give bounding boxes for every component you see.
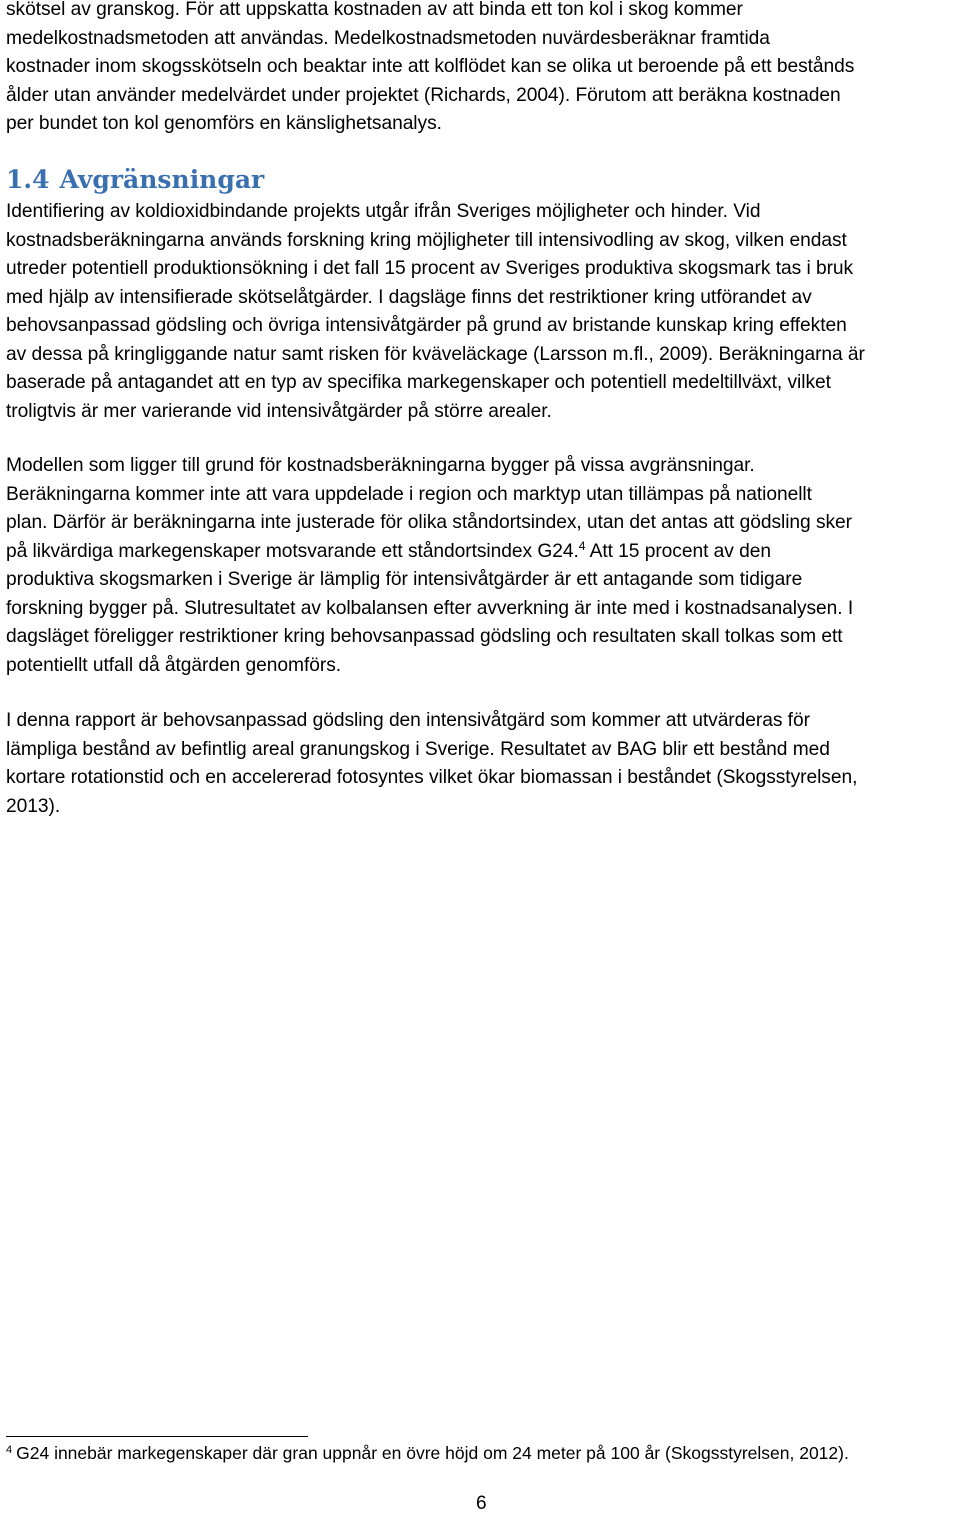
footnote-marker: 4: [6, 1444, 13, 1456]
footnote: [6, 1440, 849, 1466]
paragraph-scope: [6, 198, 958, 426]
section-heading: [6, 160, 264, 200]
text-line: kostnadsberäkningarna används forskning kring möjligheter till intensivodling av skog, vilken endast: [6, 229, 847, 251]
text-line: Beräkningarna kommer inte att vara uppdelade i region och marktyp utan tillämpas på nationellt: [6, 483, 812, 505]
text-line: kortare rotationstid och en accelererad fotosyntes vilket ökar biomassan i beståndet (Skogsstyrelsen,: [6, 767, 858, 788]
text-line: baserade på antagandet att en typ av specifika markegenskaper och potentiell medeltillväxt, vilket: [6, 372, 831, 393]
text-line: I denna rapport är behovsanpassad gödsling den intensivåtgärd som kommer att utvärderas för: [6, 710, 810, 731]
text-line: ålder utan använder medelvärdet under projektet (Richards, 2004). Förutom att beräkna kostnaden: [6, 84, 841, 106]
text-line: troligtvis är mer varierande vid intensivåtgärder på större arealer.: [6, 400, 552, 422]
text-line: 2013).: [6, 795, 61, 817]
text-segment: på likvärdiga markegenskaper motsvarande ett ståndortsindex G24.: [6, 540, 579, 562]
text-line: medelkostnadsmetoden att användas. Medelkostnadsmetoden nuvärdesberäknar framtida: [6, 27, 770, 49]
text-line: kostnader inom skogsskötseln och beaktar inte att kolflödet kan se olika ut beroende på ett bestånds: [6, 56, 855, 77]
text-line: behovsanpassad gödsling och övriga intensivåtgärder på grund av bristande kunskap kring effekten: [6, 315, 847, 336]
text-line: lämpliga bestånd av befintlig areal granungskog i Sverige. Resultatet av BAG blir ett bestånd med: [6, 738, 830, 760]
paragraph-model: [6, 452, 958, 680]
text-line-with-footnote-ref: [6, 538, 958, 567]
text-line: potentiellt utfall då åtgärden genomförs.: [6, 654, 342, 676]
footnote-separator: [6, 1436, 308, 1437]
text-line: skötsel av granskog. För att uppskatta kostnaden av att binda ett ton kol i skog kommer: [6, 0, 743, 20]
section-title: Avgränsningar: [59, 165, 265, 194]
text-line: plan. Därför är beräkningarna inte justerade för olika ståndortsindex, utan det antas att gödsling sker: [6, 512, 852, 533]
paragraph-intro: [6, 0, 958, 139]
text-line: Identifiering av koldioxidbindande projekts utgår ifrån Sveriges möjligheter och hinder. Vid: [6, 201, 761, 222]
text-line: Modellen som ligger till grund för kostnadsberäkningarna bygger på vissa avgränsningar.: [6, 455, 755, 476]
footnote-text: G24 innebär markegenskaper där gran uppnår en övre höjd om 24 meter på 100 år (Skogsstyrelsen, 2012).: [16, 1443, 849, 1463]
paragraph-report: [6, 707, 958, 821]
page-number: 6: [476, 1493, 487, 1514]
text-line: med hjälp av intensifierade skötselåtgärder. I dagsläge finns det restriktioner kring utförandet av: [6, 286, 812, 308]
text-line: forskning bygger på. Slutresultatet av kolbalansen efter avverkning är inte med i kostnadsanalysen. I: [6, 597, 854, 619]
text-line: dagsläget föreligger restriktioner kring behovsanpassad gödsling och resultaten skall tolkas som ett: [6, 626, 843, 647]
footnote-reference[interactable]: 4: [578, 538, 586, 553]
section-number: 1.4: [6, 165, 50, 194]
text-segment: Att 15 procent av den: [585, 540, 771, 562]
text-line: av dessa på kringliggande natur samt risken för kväveläckage (Larsson m.fl., 2009). Beräkningarna är: [6, 343, 865, 365]
document-page: [6, 0, 958, 1514]
text-line: produktiva skogsmarken i Sverige är lämplig för intensivåtgärder är ett antagande som tidigare: [6, 569, 803, 590]
text-line: utreder potentiell produktionsökning i det fall 15 procent av Sveriges produktiva skogsmark tas i bruk: [6, 258, 854, 279]
text-line: per bundet ton kol genomförs en känslighetsanalys.: [6, 113, 442, 134]
